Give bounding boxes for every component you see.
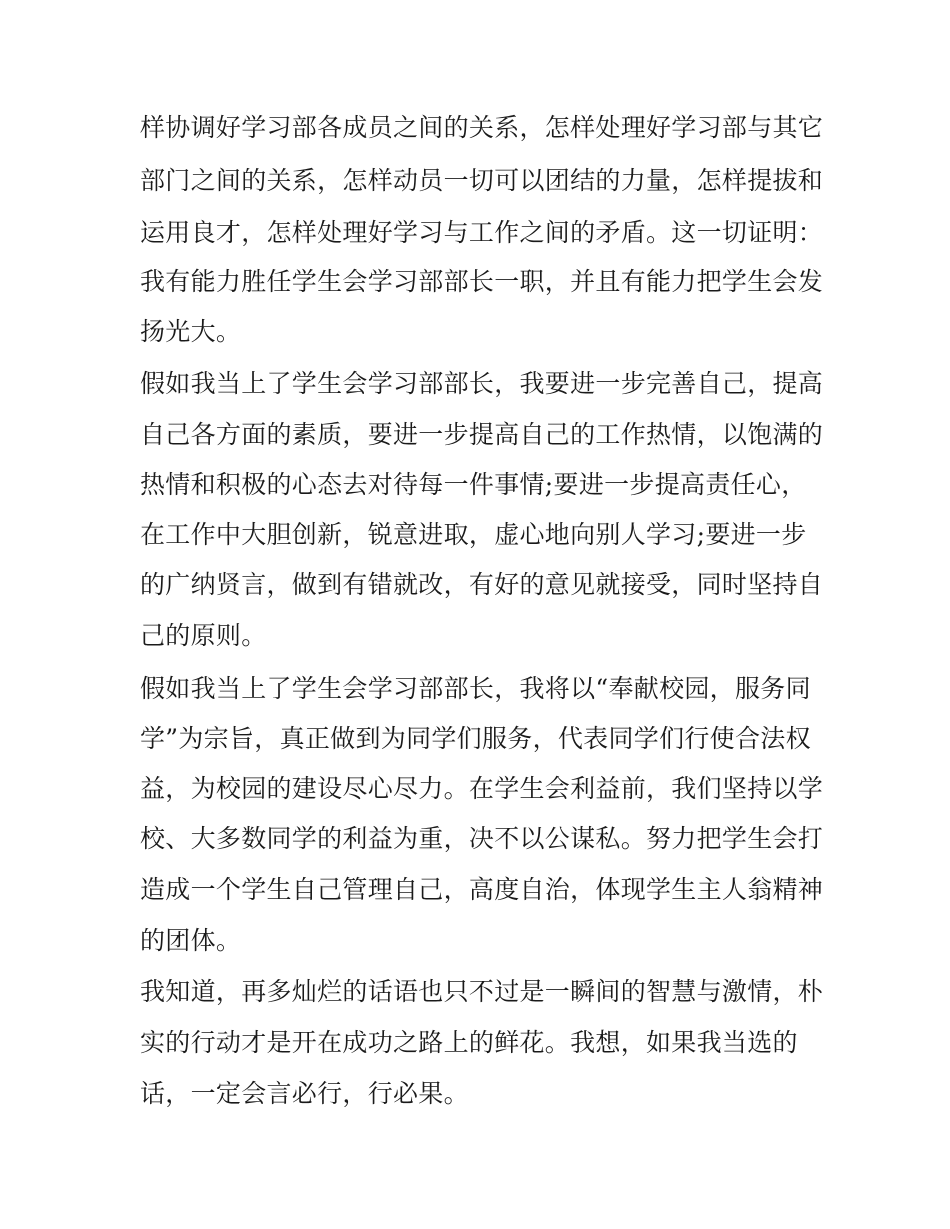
text-line: 话，一定会言必行，行必果。 <box>140 1079 469 1108</box>
text-line: 的广纳贤言，做到有错就改，有好的意见就接受，同时坚持自 <box>140 570 824 599</box>
text-line: 己的原则。 <box>140 621 267 650</box>
text-line: 益，为校园的建设尽心尽力。在学生会利益前，我们坚持以学 <box>140 774 824 803</box>
text-line: 造成一个学生自己管理自己，高度自治，体现学生主人翁精神 <box>140 875 824 904</box>
text-line: 运用良才，怎样处理好学习与工作之间的矛盾。这一切证明： <box>140 218 824 247</box>
text-line: 假如我当上了学生会学习部部长，我将以“奉献校园，服务同 <box>140 674 811 703</box>
text-line: 假如我当上了学生会学习部部长，我要进一步完善自己，提高 <box>140 369 824 398</box>
text-line: 我知道，再多灿烂的话语也只不过是一瞬间的智慧与激情，朴 <box>140 977 824 1006</box>
text-line: 自己各方面的素质，要进一步提高自己的工作热情，以饱满的 <box>140 420 824 449</box>
text-line: 校、大多数同学的利益为重，决不以公谋私。努力把学生会打 <box>140 824 824 853</box>
text-line: 的团体。 <box>140 926 242 955</box>
text-line: 样协调好学习部各成员之间的关系，怎样处理好学习部与其它 <box>140 113 824 142</box>
text-line: 实的行动才是开在成功之路上的鲜花。我想，如果我当选的 <box>140 1028 798 1057</box>
text-line: 我有能力胜任学生会学习部部长一职，并且有能力把学生会发 <box>140 267 824 296</box>
text-line: 热情和积极的心态去对待每一件事情;要进一步提高责任心， <box>140 470 807 499</box>
text-line: 在工作中大胆创新，锐意进取，虚心地向别人学习;要进一步 <box>140 520 807 549</box>
text-line: 学”为宗旨，真正做到为同学们服务，代表同学们行使合法权 <box>140 724 811 753</box>
text-line: 扬光大。 <box>140 317 242 346</box>
text-line: 部门之间的关系，怎样动员一切可以团结的力量，怎样提拔和 <box>140 166 824 195</box>
